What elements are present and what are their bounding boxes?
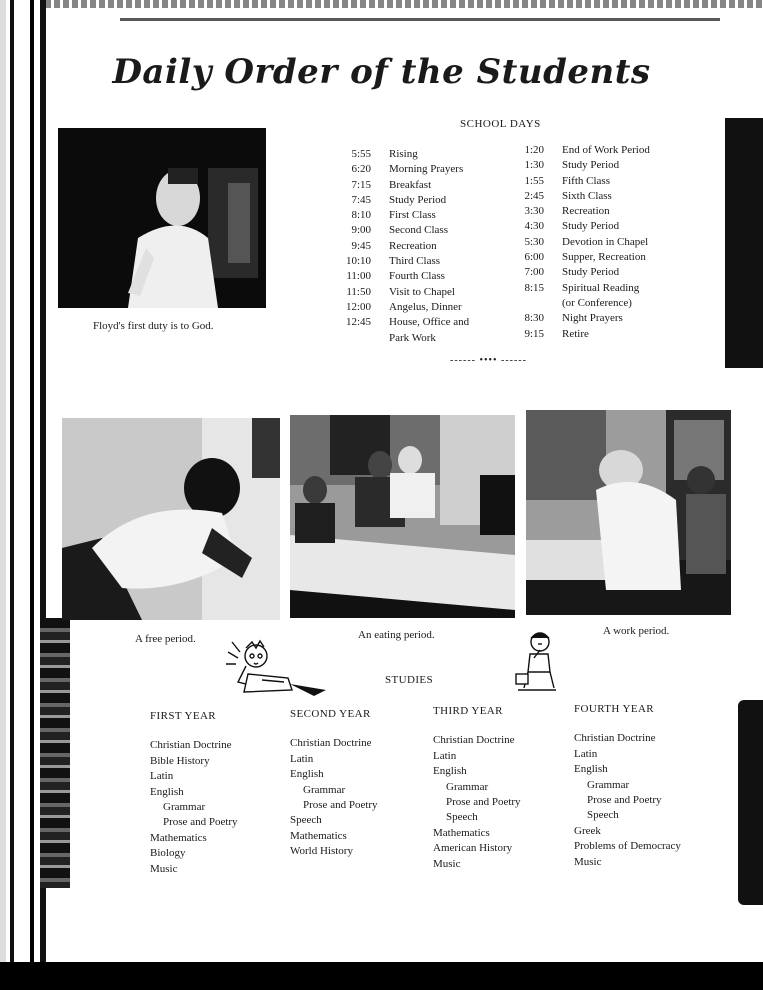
schedule-activity: (or Conference) xyxy=(562,296,632,309)
subject-item: Grammar xyxy=(163,801,206,814)
schedule-row xyxy=(335,162,505,177)
schedule-activity: Fourth Class xyxy=(389,270,445,283)
schedule-row xyxy=(510,235,700,250)
schedule-row xyxy=(510,311,700,326)
schedule-time: 7:00 xyxy=(524,266,544,279)
studies-column-second-year xyxy=(290,707,425,860)
cartoon-thinking-boy-icon xyxy=(512,628,560,696)
schedule-row xyxy=(335,331,505,346)
schedule-row xyxy=(335,300,505,315)
schedule-time: 10:10 xyxy=(345,255,371,268)
schedule-row xyxy=(335,208,505,223)
subject-item: Mathematics xyxy=(290,829,347,842)
subject-item: Greek xyxy=(574,824,601,837)
schedule-activity: End of Work Period xyxy=(562,144,650,156)
scan-top-rule xyxy=(120,18,720,21)
schedule-activity: Recreation xyxy=(562,205,610,218)
subject-item: Latin xyxy=(150,770,174,783)
subject-item: Speech xyxy=(446,811,478,824)
scan-left-strip xyxy=(40,618,70,888)
schedule-time: 5:55 xyxy=(351,148,371,160)
subject-item: Christian Doctrine xyxy=(290,737,372,750)
subject-item: Grammar xyxy=(587,778,630,791)
schedule-row xyxy=(510,281,700,296)
schedule-row xyxy=(510,265,700,280)
schedule-activity: Sixth Class xyxy=(562,189,612,202)
scan-bottom-border xyxy=(0,962,763,990)
caption-free-period: A free period. xyxy=(135,633,196,645)
schedule-right-column xyxy=(510,143,700,342)
schedule-activity: Breakfast xyxy=(389,178,432,191)
schedule-row xyxy=(510,189,700,204)
schedule-activity: Fifth Class xyxy=(562,174,610,187)
schedule-activity: Rising xyxy=(389,148,418,160)
schedule-time: 1:30 xyxy=(524,159,544,172)
studies-column-fourth-year xyxy=(574,702,724,870)
subject-item: English xyxy=(290,768,324,781)
schedule-row xyxy=(335,315,505,330)
schedule-time: 12:45 xyxy=(345,316,371,329)
schedule-time: 1:20 xyxy=(524,144,544,156)
schedule-time: 1:55 xyxy=(524,174,544,187)
schedule-row xyxy=(510,296,700,311)
schedule-row xyxy=(510,174,700,189)
subject-item: American History xyxy=(433,842,513,855)
photo-floyd xyxy=(58,128,266,308)
schedule-row xyxy=(335,239,505,254)
schedule-activity: Visit to Chapel xyxy=(389,285,455,298)
schedule-time xyxy=(510,296,544,311)
subject-item: Problems of Democracy xyxy=(574,840,681,853)
schedule-time: 5:30 xyxy=(524,235,544,248)
schedule-time: 11:00 xyxy=(346,270,371,283)
schedule-activity: First Class xyxy=(389,209,436,222)
subject-item: Prose and Poetry xyxy=(446,796,521,809)
schedule-time: 9:00 xyxy=(351,224,371,237)
cartoon-studying-boy-icon xyxy=(218,634,330,702)
scan-right-edge xyxy=(725,118,763,368)
year-heading: THIRD YEAR xyxy=(433,705,503,717)
schedule-activity: Spiritual Reading xyxy=(562,281,640,294)
studies-column-third-year xyxy=(433,704,568,872)
subject-item: World History xyxy=(290,845,353,858)
photo-eating-period xyxy=(290,415,515,618)
subject-item: Christian Doctrine xyxy=(433,734,515,747)
schedule-time: 8:30 xyxy=(524,312,544,325)
photo-free-period xyxy=(62,418,280,620)
schedule-activity: Devotion in Chapel xyxy=(562,235,649,248)
caption-eating-period: An eating period. xyxy=(358,629,435,641)
schedule-time: 7:15 xyxy=(351,178,371,191)
subject-item: English xyxy=(574,763,608,776)
schedule-time: 3:30 xyxy=(524,205,544,218)
schedule-time: 8:15 xyxy=(524,281,544,294)
schedule-activity: Morning Prayers xyxy=(389,163,464,176)
subject-item: Speech xyxy=(290,814,322,827)
schedule-time: 11:50 xyxy=(346,285,371,298)
subject-item: Prose and Poetry xyxy=(587,794,662,807)
subject-item: English xyxy=(433,765,467,778)
schedule-activity: House, Office and xyxy=(389,316,470,329)
subject-item: Prose and Poetry xyxy=(163,816,238,829)
schedule-activity: Park Work xyxy=(389,331,436,344)
year-heading: FOURTH YEAR xyxy=(574,703,655,715)
schedule-activity: Supper, Recreation xyxy=(562,251,646,264)
studies-heading: STUDIES xyxy=(385,674,434,686)
schedule-divider: ------ •••• ------ xyxy=(450,355,527,366)
schedule-activity: Second Class xyxy=(389,224,448,237)
year-heading: FIRST YEAR xyxy=(150,710,217,722)
year-heading: SECOND YEAR xyxy=(290,708,371,720)
schedule-activity: Night Prayers xyxy=(562,312,623,325)
schedule-activity: Third Class xyxy=(389,255,441,268)
subject-item: Latin xyxy=(290,752,314,765)
schedule-time: 6:20 xyxy=(351,163,371,176)
schedule-time: 2:45 xyxy=(524,189,544,202)
schedule-activity: Study Period xyxy=(562,266,620,279)
schedule-time: 12:00 xyxy=(345,300,371,313)
schedule-row xyxy=(510,143,700,158)
subject-item: Speech xyxy=(587,809,619,822)
schedule-row xyxy=(510,158,700,173)
subject-item: Biology xyxy=(150,847,186,860)
subject-item: Grammar xyxy=(446,780,489,793)
subject-item: Christian Doctrine xyxy=(150,739,232,752)
schedule-time: 9:45 xyxy=(351,239,371,252)
schedule-time: 6:00 xyxy=(524,251,544,264)
photo-work-period xyxy=(526,410,731,615)
schedule-row xyxy=(510,327,700,342)
subject-item: Mathematics xyxy=(150,831,207,844)
scan-right-blot xyxy=(738,700,763,905)
studies-column-first-year xyxy=(150,709,285,877)
schedule-time: 8:10 xyxy=(351,209,371,222)
subject-item: Music xyxy=(433,857,461,870)
subject-item: English xyxy=(150,785,184,798)
caption-floyd: Floyd's first duty is to God. xyxy=(93,320,214,332)
subject-item: Bible History xyxy=(150,754,210,767)
schedule-time: 4:30 xyxy=(524,220,544,233)
schedule-row xyxy=(510,219,700,234)
schedule-activity: Study Period xyxy=(562,220,620,233)
schedule-heading: SCHOOL DAYS xyxy=(460,118,541,130)
subject-item: Grammar xyxy=(303,783,346,796)
schedule-activity: Angelus, Dinner xyxy=(389,300,462,313)
schedule-activity: Recreation xyxy=(389,239,437,252)
schedule-time: 7:45 xyxy=(351,193,371,206)
schedule-row xyxy=(335,223,505,238)
caption-work-period: A work period. xyxy=(603,625,670,637)
subject-item: Music xyxy=(150,862,178,875)
schedule-row xyxy=(510,250,700,265)
subject-item: Christian Doctrine xyxy=(574,732,656,745)
schedule-time: 9:15 xyxy=(524,327,544,340)
schedule-time xyxy=(335,331,371,346)
page-title: Daily Order of the Students xyxy=(112,52,651,92)
schedule-activity: Retire xyxy=(562,327,589,340)
schedule-row xyxy=(510,204,700,219)
schedule-activity: Study Period xyxy=(562,159,620,172)
schedule-row xyxy=(335,269,505,284)
subject-item: Music xyxy=(574,855,602,868)
subject-item: Prose and Poetry xyxy=(303,799,378,812)
schedule-row xyxy=(335,178,505,193)
schedule-row xyxy=(335,254,505,269)
schedule-row xyxy=(335,193,505,208)
subject-item: Mathematics xyxy=(433,826,490,839)
schedule-activity: Study Period xyxy=(389,193,447,206)
schedule-row xyxy=(335,147,505,162)
subject-item: Latin xyxy=(574,747,598,760)
subject-item: Latin xyxy=(433,749,457,762)
schedule-row xyxy=(335,285,505,300)
schedule-left-column xyxy=(335,147,505,346)
